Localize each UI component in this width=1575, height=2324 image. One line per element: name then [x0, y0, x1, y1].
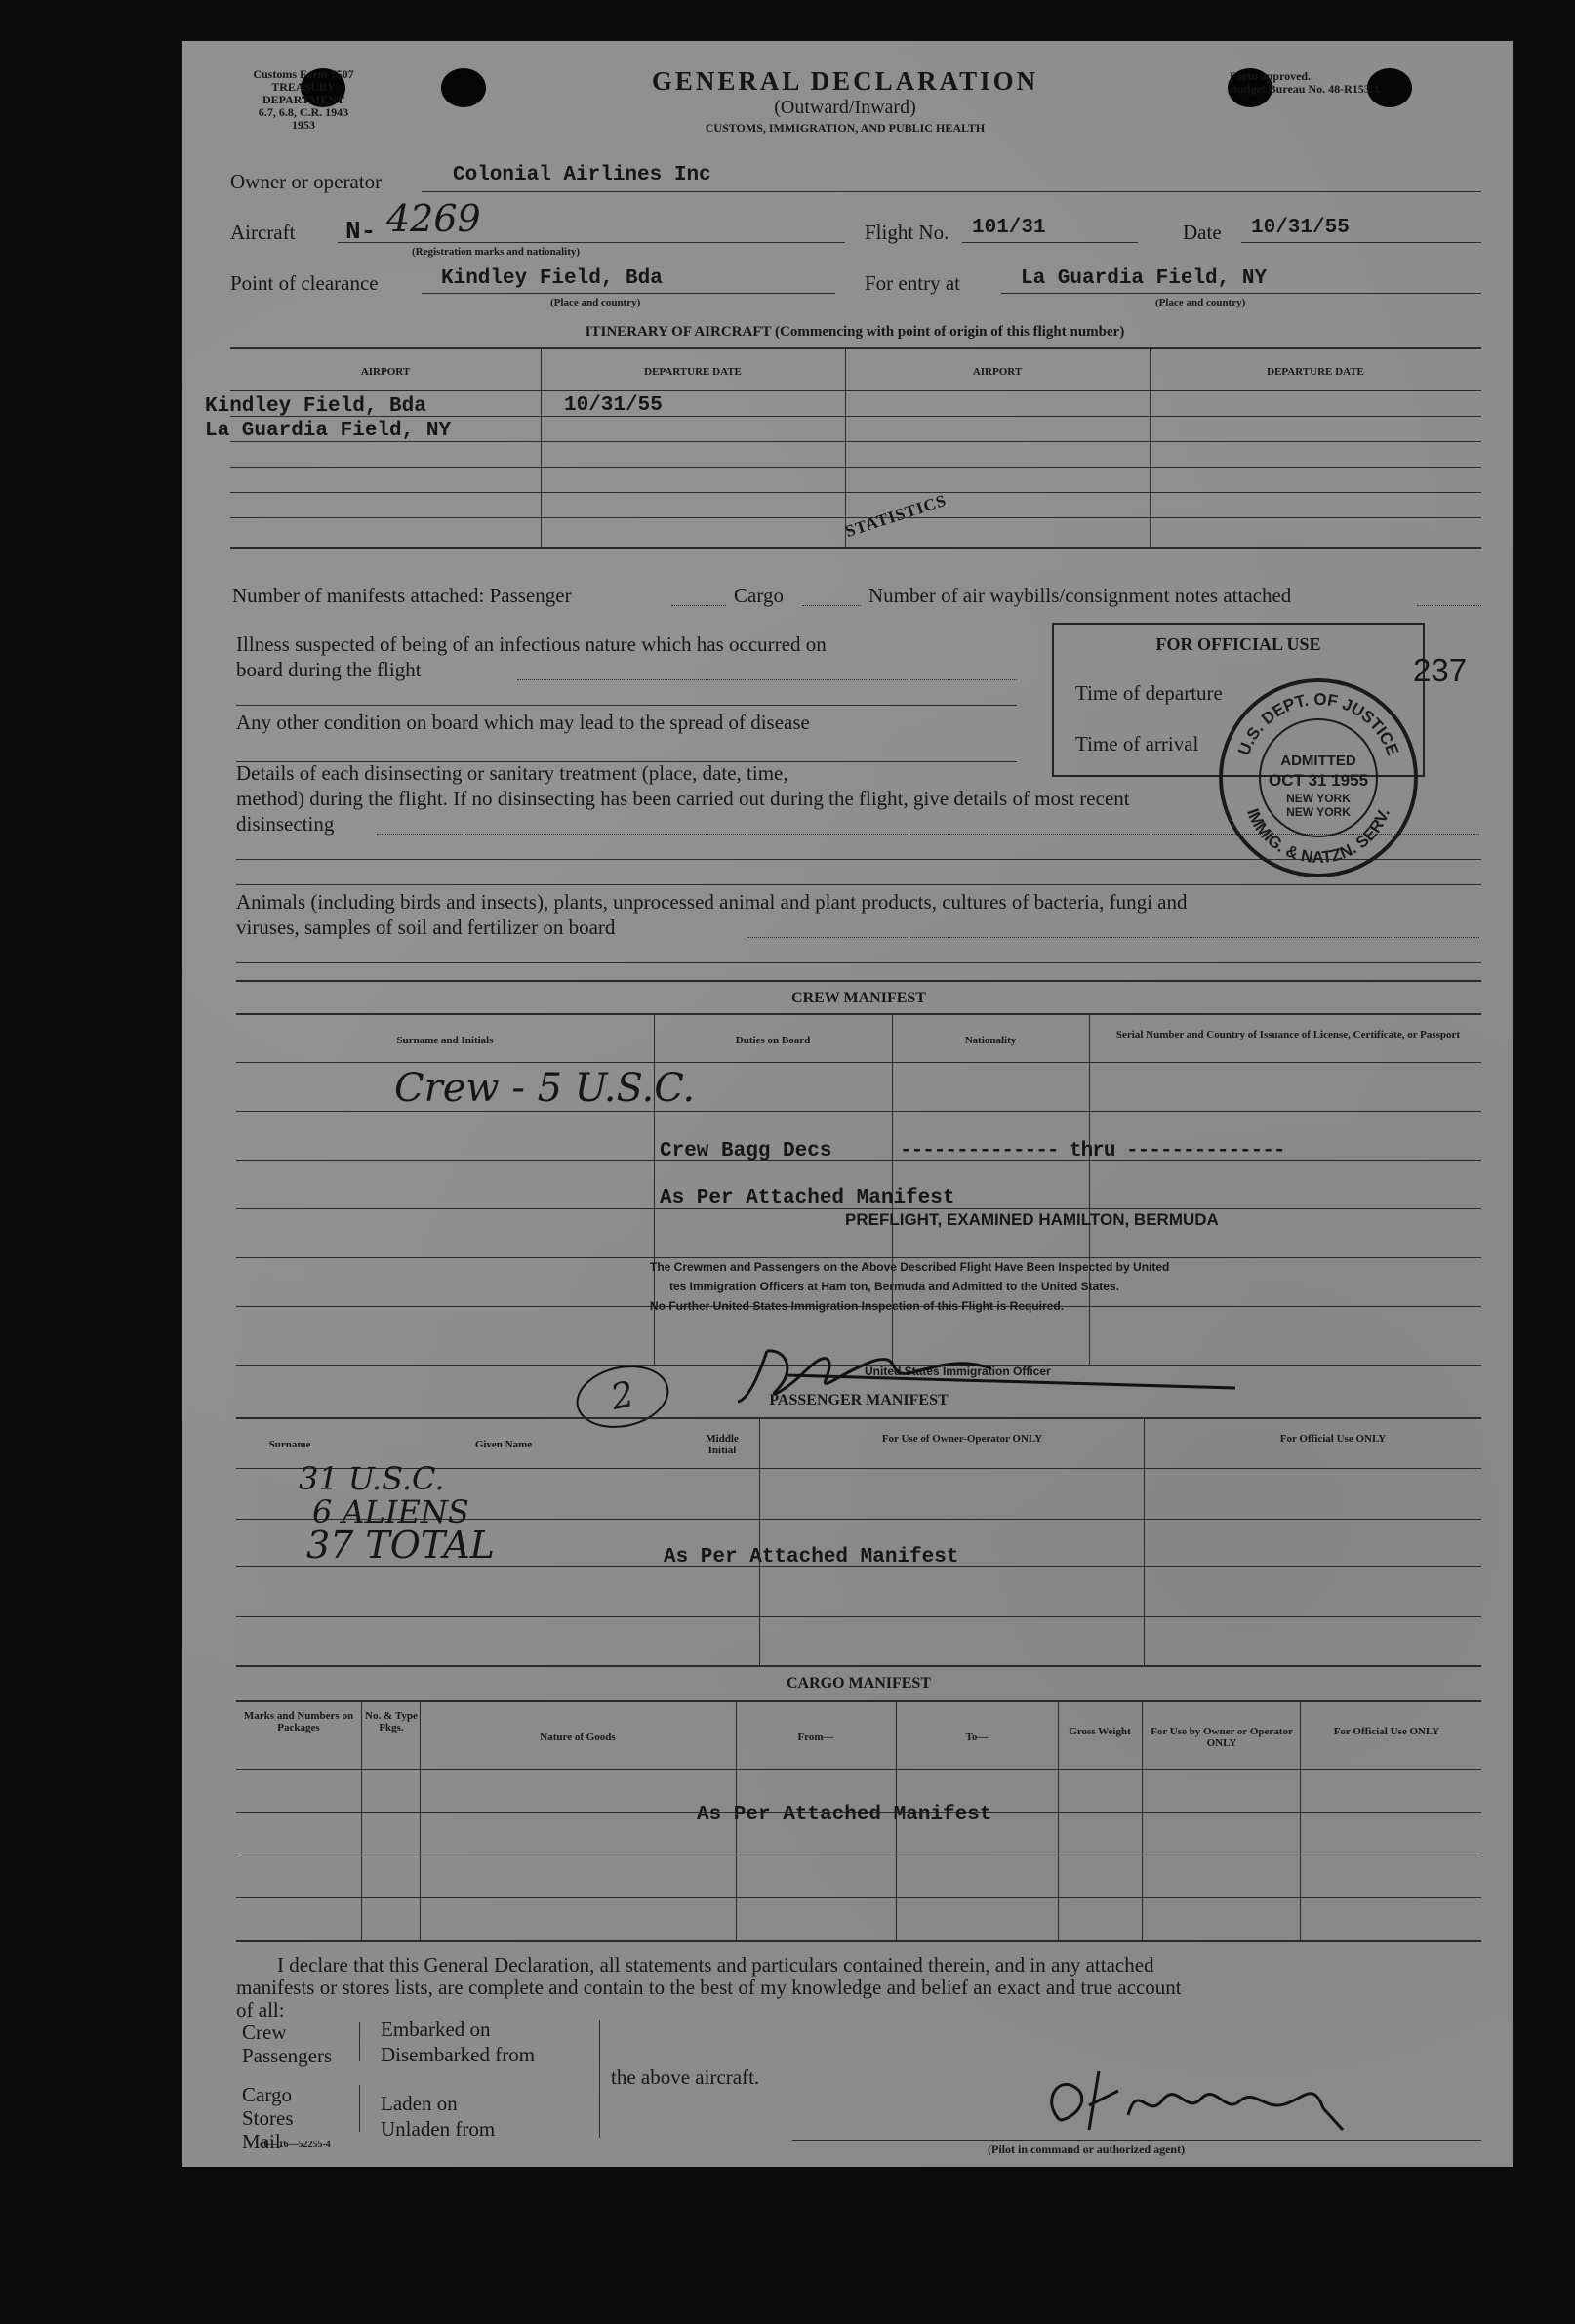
flight-value: 101/31	[972, 217, 1046, 239]
crew-col-nationality: Nationality	[964, 1035, 1017, 1046]
itinerary-col-departure-1: DEPARTURE DATE	[644, 366, 742, 378]
declaration-laden-on: Laden on	[381, 2092, 458, 2115]
declaration-mail: Mail	[242, 2130, 281, 2153]
illness-line2: board during the flight	[236, 658, 422, 681]
form-subtitle: (Outward/Inward)	[774, 97, 916, 118]
condition-text: Any other condition on board which may lead to the spread of disease	[236, 711, 810, 734]
declaration-laden	[381, 2091, 495, 2141]
crew-bagg-decs: Crew Bagg Decs	[660, 1140, 832, 1162]
animals-line2: viruses, samples of soil and fertilizer on board	[236, 916, 616, 939]
declaration-line1: I declare that this General Declaration, all statements and particulars contained therein, and in any attached	[277, 1953, 1154, 1977]
passenger-col-surname: Surname	[268, 1439, 311, 1450]
cargo-col-no: No. & Type Pkgs.	[365, 1710, 418, 1733]
entry-caption: (Place and country)	[1155, 297, 1246, 308]
disinsect-line1: Details of each disinsecting or sanitary treatment (place, date, time,	[236, 761, 788, 785]
passenger-col-given: Given Name	[474, 1439, 533, 1450]
time-of-departure: Time of departure	[1075, 681, 1223, 705]
itinerary-col-departure-2: DEPARTURE DATE	[1267, 366, 1364, 378]
statistics-stamp: STATISTICS	[843, 490, 949, 542]
declaration-line2: manifests or stores lists, are complete and contain to the best of my knowledge and belief an exact and true account	[236, 1976, 1182, 1999]
cargo-col-nature: Nature of Goods	[540, 1732, 616, 1743]
form-title: GENERAL DECLARATION	[651, 66, 1039, 96]
itinerary-airport: Kindley Field, Bda	[205, 395, 426, 418]
stamp-ring-top: U.S. DEPT. OF JUSTICE	[1234, 689, 1402, 758]
declaration-form	[182, 41, 1513, 2167]
stamp-city2: NEW YORK	[1286, 805, 1351, 819]
page-number: 237	[1413, 652, 1468, 688]
cargo-col-marks: Marks and Numbers on Packages	[243, 1710, 354, 1733]
declaration-cargo: Cargo	[242, 2083, 292, 2106]
cargo-attached-manifest: As Per Attached Manifest	[697, 1804, 992, 1826]
official-use-title: FOR OFFICIAL USE	[1155, 634, 1321, 654]
declaration-stores: Stores	[242, 2106, 294, 2130]
declaration-embark	[381, 2017, 535, 2067]
cargo-col-official: For Official Use ONLY	[1333, 1726, 1440, 1737]
crew-col-serial: Serial Number and Country of Issuance of License, Certificate, or Passport	[1115, 1029, 1461, 1040]
department: TREASURY DEPARTMENT	[262, 80, 345, 106]
crew-col-surname: Surname and Initials	[396, 1035, 494, 1046]
waybills-label: Number of air waybills/consignment notes attached	[868, 584, 1292, 607]
stamp-admitted: ADMITTED	[1280, 753, 1356, 769]
stamp-city1: NEW YORK	[1286, 792, 1351, 805]
inspection-line1: The Crewmen and Passengers on the Above Described Flight Have Been Inspected by United	[650, 1260, 1170, 1274]
print-code: c6—16—52255-4	[260, 2140, 331, 2150]
cargo-col-to: To—	[965, 1732, 989, 1743]
declaration-above: the above aircraft.	[611, 2065, 760, 2089]
aircraft-caption: (Registration marks and nationality)	[412, 246, 581, 258]
disinsect-line3: disinsecting	[236, 812, 335, 836]
owner-value: Colonial Airlines Inc	[453, 164, 711, 186]
declaration-embarked: Embarked on	[381, 2018, 491, 2041]
immigration-stamp	[1216, 675, 1421, 880]
passenger-col-middle: Middle Initial	[706, 1433, 739, 1456]
form-agencies: CUSTOMS, IMMIGRATION, AND PUBLIC HEALTH	[705, 121, 986, 135]
passenger-count-aliens: 6 ALIENS	[312, 1493, 469, 1530]
crew-thru-line: -------------- thru --------------	[900, 1140, 1285, 1162]
declaration-disembarked: Disembarked from	[381, 2043, 536, 2066]
passenger-col-official: For Official Use ONLY	[1279, 1433, 1387, 1445]
declaration-text	[236, 1954, 1481, 2021]
clearance-caption: (Place and country)	[550, 297, 641, 308]
passenger-attached-manifest: As Per Attached Manifest	[664, 1546, 959, 1569]
officer-caption: United States Immigration Officer	[865, 1365, 1051, 1378]
declaration-line3: of all:	[236, 1998, 285, 2021]
disinsect-line2: method) during the flight. If no disinsecting has been carried out during the flight, give details of most recent	[236, 787, 1130, 810]
budget-number: Budget Bureau No. 48-R153.3.	[1230, 82, 1382, 96]
stamp-date: OCT 31 1955	[1268, 771, 1369, 790]
cargo-title: CARGO MANIFEST	[786, 1675, 931, 1692]
itinerary-col-airport-2: AIRPORT	[972, 366, 1023, 378]
itinerary-col-airport-1: AIRPORT	[360, 366, 411, 378]
budget-info	[1230, 70, 1483, 96]
passenger-title: PASSENGER MANIFEST	[769, 1392, 949, 1408]
punch-hole	[441, 68, 486, 107]
manifests-attached-label: Number of manifests attached: Passenger	[232, 584, 572, 607]
declaration-crew: Crew	[242, 2020, 287, 2044]
entry-value: La Guardia Field, NY	[1021, 267, 1268, 290]
crew-handwritten: Crew - 5 U.S.C.	[394, 1066, 696, 1111]
entry-label: For entry at	[865, 271, 960, 295]
inspection-stamp	[650, 1257, 1169, 1316]
pilot-caption: (Pilot in command or authorized agent)	[988, 2142, 1186, 2156]
cargo-col-gross: Gross Weight	[1069, 1726, 1131, 1737]
aircraft-value: 4269	[386, 197, 481, 240]
pilot-signature	[1030, 2061, 1440, 2149]
crew-attached-manifest: As Per Attached Manifest	[660, 1187, 955, 1209]
inspection-line2: tes Immigration Officers at Ham ton, Bermuda and Admitted to the United States.	[669, 1280, 1119, 1293]
cargo-label: Cargo	[734, 584, 784, 607]
cargo-col-owner: For Use by Owner or Operator ONLY	[1151, 1726, 1293, 1749]
crew-title: CREW MANIFEST	[791, 990, 926, 1006]
animals-line1: Animals (including birds and insects), plants, unprocessed animal and plant products, cultures of bacteria, fungi and	[236, 890, 1188, 914]
passenger-count-total: 37 TOTAL	[306, 1524, 495, 1567]
declaration-unladen: Unladen from	[381, 2117, 496, 2141]
clearance-value: Kindley Field, Bda	[441, 267, 663, 290]
cargo-col-from: From—	[797, 1732, 834, 1743]
revision: 1953	[292, 118, 315, 132]
declaration-crew-passengers	[242, 2020, 332, 2067]
passenger-col-owner: For Use of Owner-Operator ONLY	[881, 1433, 1043, 1445]
inspection-line3: No Further United States Immigration Inspection of this Flight is Required.	[650, 1299, 1065, 1313]
date-value: 10/31/55	[1251, 217, 1350, 239]
illness-line1: Illness suspected of being of an infectious nature which has occurred on	[236, 632, 827, 656]
regulation: 6.7, 6.8, C.R. 1943	[258, 105, 349, 119]
time-of-arrival: Time of arrival	[1075, 732, 1199, 755]
circled-number-text: 2	[607, 1374, 638, 1418]
stamp-ring-bottom: IMMIG. & NATZN. SERV.	[1243, 805, 1393, 868]
crew-col-duties: Duties on Board	[735, 1035, 811, 1046]
itinerary-departure-date: 10/31/55	[564, 394, 663, 417]
preflight-stamp: PREFLIGHT, EXAMINED HAMILTON, BERMUDA	[845, 1210, 1219, 1229]
form-number: Customs Form 7507	[253, 67, 354, 81]
itinerary-airports	[205, 394, 451, 443]
aircraft-prefix: N-	[345, 217, 377, 246]
passenger-count-usc: 31 U.S.C.	[299, 1460, 445, 1497]
flight-label: Flight No.	[865, 221, 949, 244]
date-label: Date	[1183, 221, 1222, 244]
passenger-handwritten	[299, 1460, 495, 1567]
clearance-label: Point of clearance	[230, 271, 379, 295]
declaration-passengers: Passengers	[242, 2044, 333, 2067]
form-header	[552, 66, 1138, 136]
stamp-ring-icon	[1216, 675, 1421, 880]
itinerary-airport: La Guardia Field, NY	[205, 420, 452, 442]
aircraft-label: Aircraft	[230, 221, 296, 244]
approval-text: Form approved.	[1230, 69, 1312, 83]
owner-label: Owner or operator	[230, 170, 383, 193]
itinerary-title: ITINERARY OF AIRCRAFT (Commencing with point of origin of this flight number)	[585, 324, 1125, 340]
form-info	[230, 68, 377, 132]
